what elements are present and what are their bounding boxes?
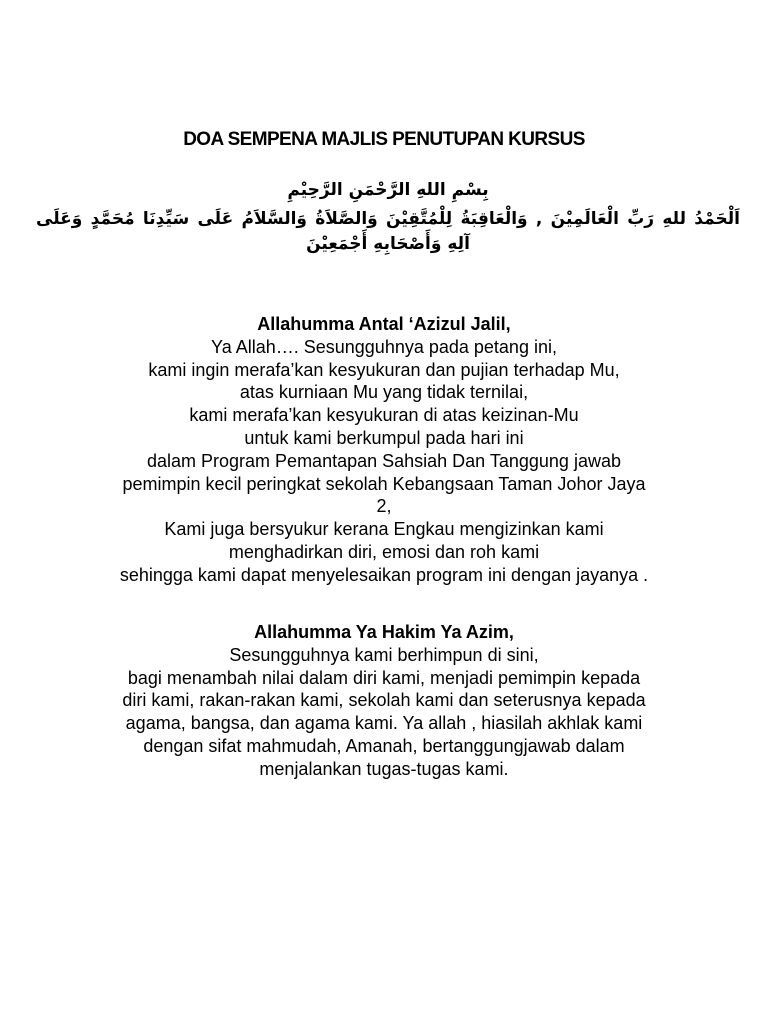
arabic-closing-line: آلِهِ وَأَصْحَابِهِ أَجْمَعِيْنَ [306,234,470,254]
section-1-line: pemimpin kecil peringkat sekolah Kebangsaan Taman Johor Jaya [122,473,646,494]
section-1-line: dalam Program Pemantapan Sahsiah Dan Tanggung jawab [147,450,621,471]
section-1-line: untuk kami berkumpul pada hari ini [244,427,524,448]
section-2-line: bagi menambah nilai dalam diri kami, menjadi pemimpin kepada [127,667,641,688]
section-1-heading: Allahumma Antal ‘Azizul Jalil, [257,314,511,334]
page-title: DOA SEMPENA MAJLIS PENUTUPAN KURSUS [183,129,585,150]
arabic-basmalah: بِسْمِ اللهِ الرَّحْمَنِ الرَّحِيْمِ [287,180,489,200]
arabic-praise-line: اَلْحَمْدُ للهِ رَبِّ الْعَالَمِيْنَ , وَالْعَاقِبَةُ لِلْمُتَّقِيْنَ وَالصَّلاَةُ وَالسَّلاَمُ عَلَى سَيِّدِنَا مُحَمَّدٍ وَعَلَى [36,209,740,229]
section-1-line: atas kurniaan Mu yang tidak ternilai, [239,382,529,403]
section-1-line: Kami juga bersyukur kerana Engkau mengizinkan kami [164,519,604,540]
section-2-line: diri kami, rakan-rakan kami, sekolah kami dan seterusnya kepada [122,690,646,711]
section-1-line: kami ingin merafa’kan kesyukuran dan pujian terhadap Mu, [148,359,620,380]
section-1-line: kami merafa’kan kesyukuran di atas keizinan-Mu [189,405,579,426]
section-1-line: 2, [376,496,392,517]
section-2-line: agama, bangsa, dan agama kami. Ya allah , hiasilah akhlak kami [125,713,643,734]
section-1-line: Ya Allah…. Sesungguhnya pada petang ini, [211,336,557,357]
prayer-section-1 [40,313,728,587]
prayer-section-2 [40,621,728,781]
section-2-line: Sesungguhnya kami berhimpun di sini, [229,644,539,665]
section-1-line: menghadirkan diri, emosi dan roh kami [228,541,540,562]
section-2-heading: Allahumma Ya Hakim Ya Azim, [254,622,514,642]
section-1-line: sehingga kami dapat menyelesaikan program ini dengan jayanya . [119,564,649,585]
section-2-line: dengan sifat mahmudah, Amanah, bertanggungjawab dalam [143,735,625,756]
section-2-line: menjalankan tugas-tugas kami. [259,758,509,779]
